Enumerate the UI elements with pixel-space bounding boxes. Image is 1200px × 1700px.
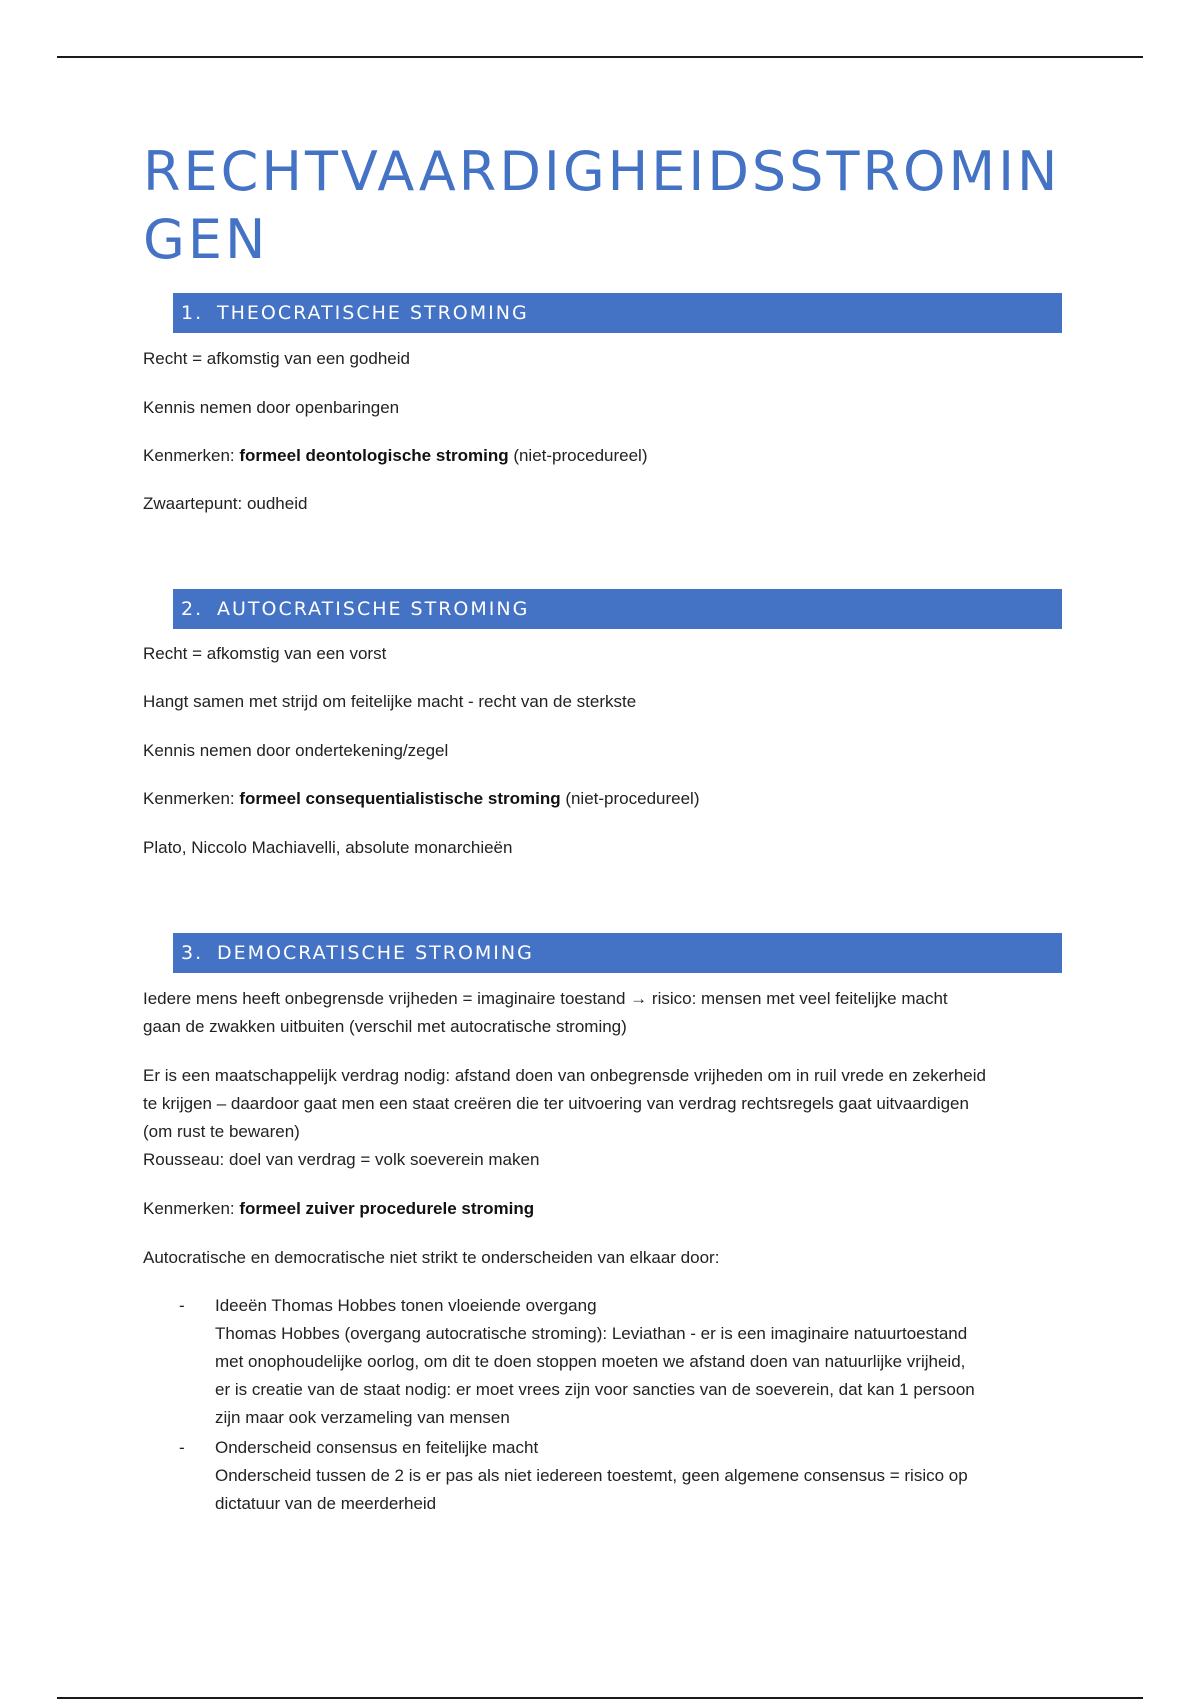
paragraph: Hangt samen met strijd om feitelijke macht - recht van de sterkste <box>143 692 637 711</box>
bullet-dash: - <box>179 1296 185 1315</box>
kenmerken-emphasis: formeel consequentialistische stroming <box>239 789 561 808</box>
kenmerken-line: Kenmerken: formeel zuiver procedurele stroming <box>143 1199 535 1218</box>
section-title: THEOCRATISCHE STROMING <box>217 302 529 324</box>
kenmerken-emphasis: formeel deontologische stroming <box>239 446 509 465</box>
section-title: DEMOCRATISCHE STROMING <box>217 942 534 964</box>
document-title: RECHTVAARDIGHEIDSSTROMINGEN <box>143 140 1061 271</box>
header-rule <box>57 56 1143 58</box>
paragraph: Autocratische en democratische niet strikt te onderscheiden van elkaar door: <box>143 1248 720 1267</box>
section-heading-democratische <box>173 933 1062 973</box>
paragraph: Er is een maatschappelijk verdrag nodig: afstand doen van onbegrensde vrijheden om in ruil vrede en zekerheid te krijgen – daardoor gaat men een staat creëren die ter uitvoering van verdrag rechtsregels gaat uitvaardigen (om rust te bewaren) Rousseau: doel van verdrag = volk soeverein maken <box>143 1066 986 1169</box>
kenmerken-line: Kenmerken: formeel consequentialistische stroming (niet-procedureel) <box>143 789 700 808</box>
paragraph: Recht = afkomstig van een vorst <box>143 644 387 663</box>
footer-rule <box>57 1697 1143 1699</box>
paragraph: Iedere mens heeft onbegrensde vrijheden = imaginaire toestand → risico: mensen met veel feitelijke macht gaan de zwakken uitbuiten (verschil met autocratische stroming) <box>143 989 948 1036</box>
section-heading-theocratische <box>173 293 1062 333</box>
section-number: 2. <box>181 598 204 620</box>
paragraph: Kennis nemen door openbaringen <box>143 398 400 417</box>
section-number: 1. <box>181 302 204 324</box>
kenmerken-line: Kenmerken: formeel deontologische stroming (niet-procedureel) <box>143 446 648 465</box>
paragraph: Plato, Niccolo Machiavelli, absolute monarchieën <box>143 838 513 857</box>
paragraph: Zwaartepunt: oudheid <box>143 494 308 513</box>
kenmerken-emphasis: formeel zuiver procedurele stroming <box>239 1199 535 1218</box>
bullet-dash: - <box>179 1438 185 1457</box>
section-heading-autocratische <box>173 589 1062 629</box>
paragraph: Kennis nemen door ondertekening/zegel <box>143 741 449 760</box>
section-title: AUTOCRATISCHE STROMING <box>217 598 530 620</box>
section-number: 3. <box>181 942 204 964</box>
paragraph: Recht = afkomstig van een godheid <box>143 349 410 368</box>
